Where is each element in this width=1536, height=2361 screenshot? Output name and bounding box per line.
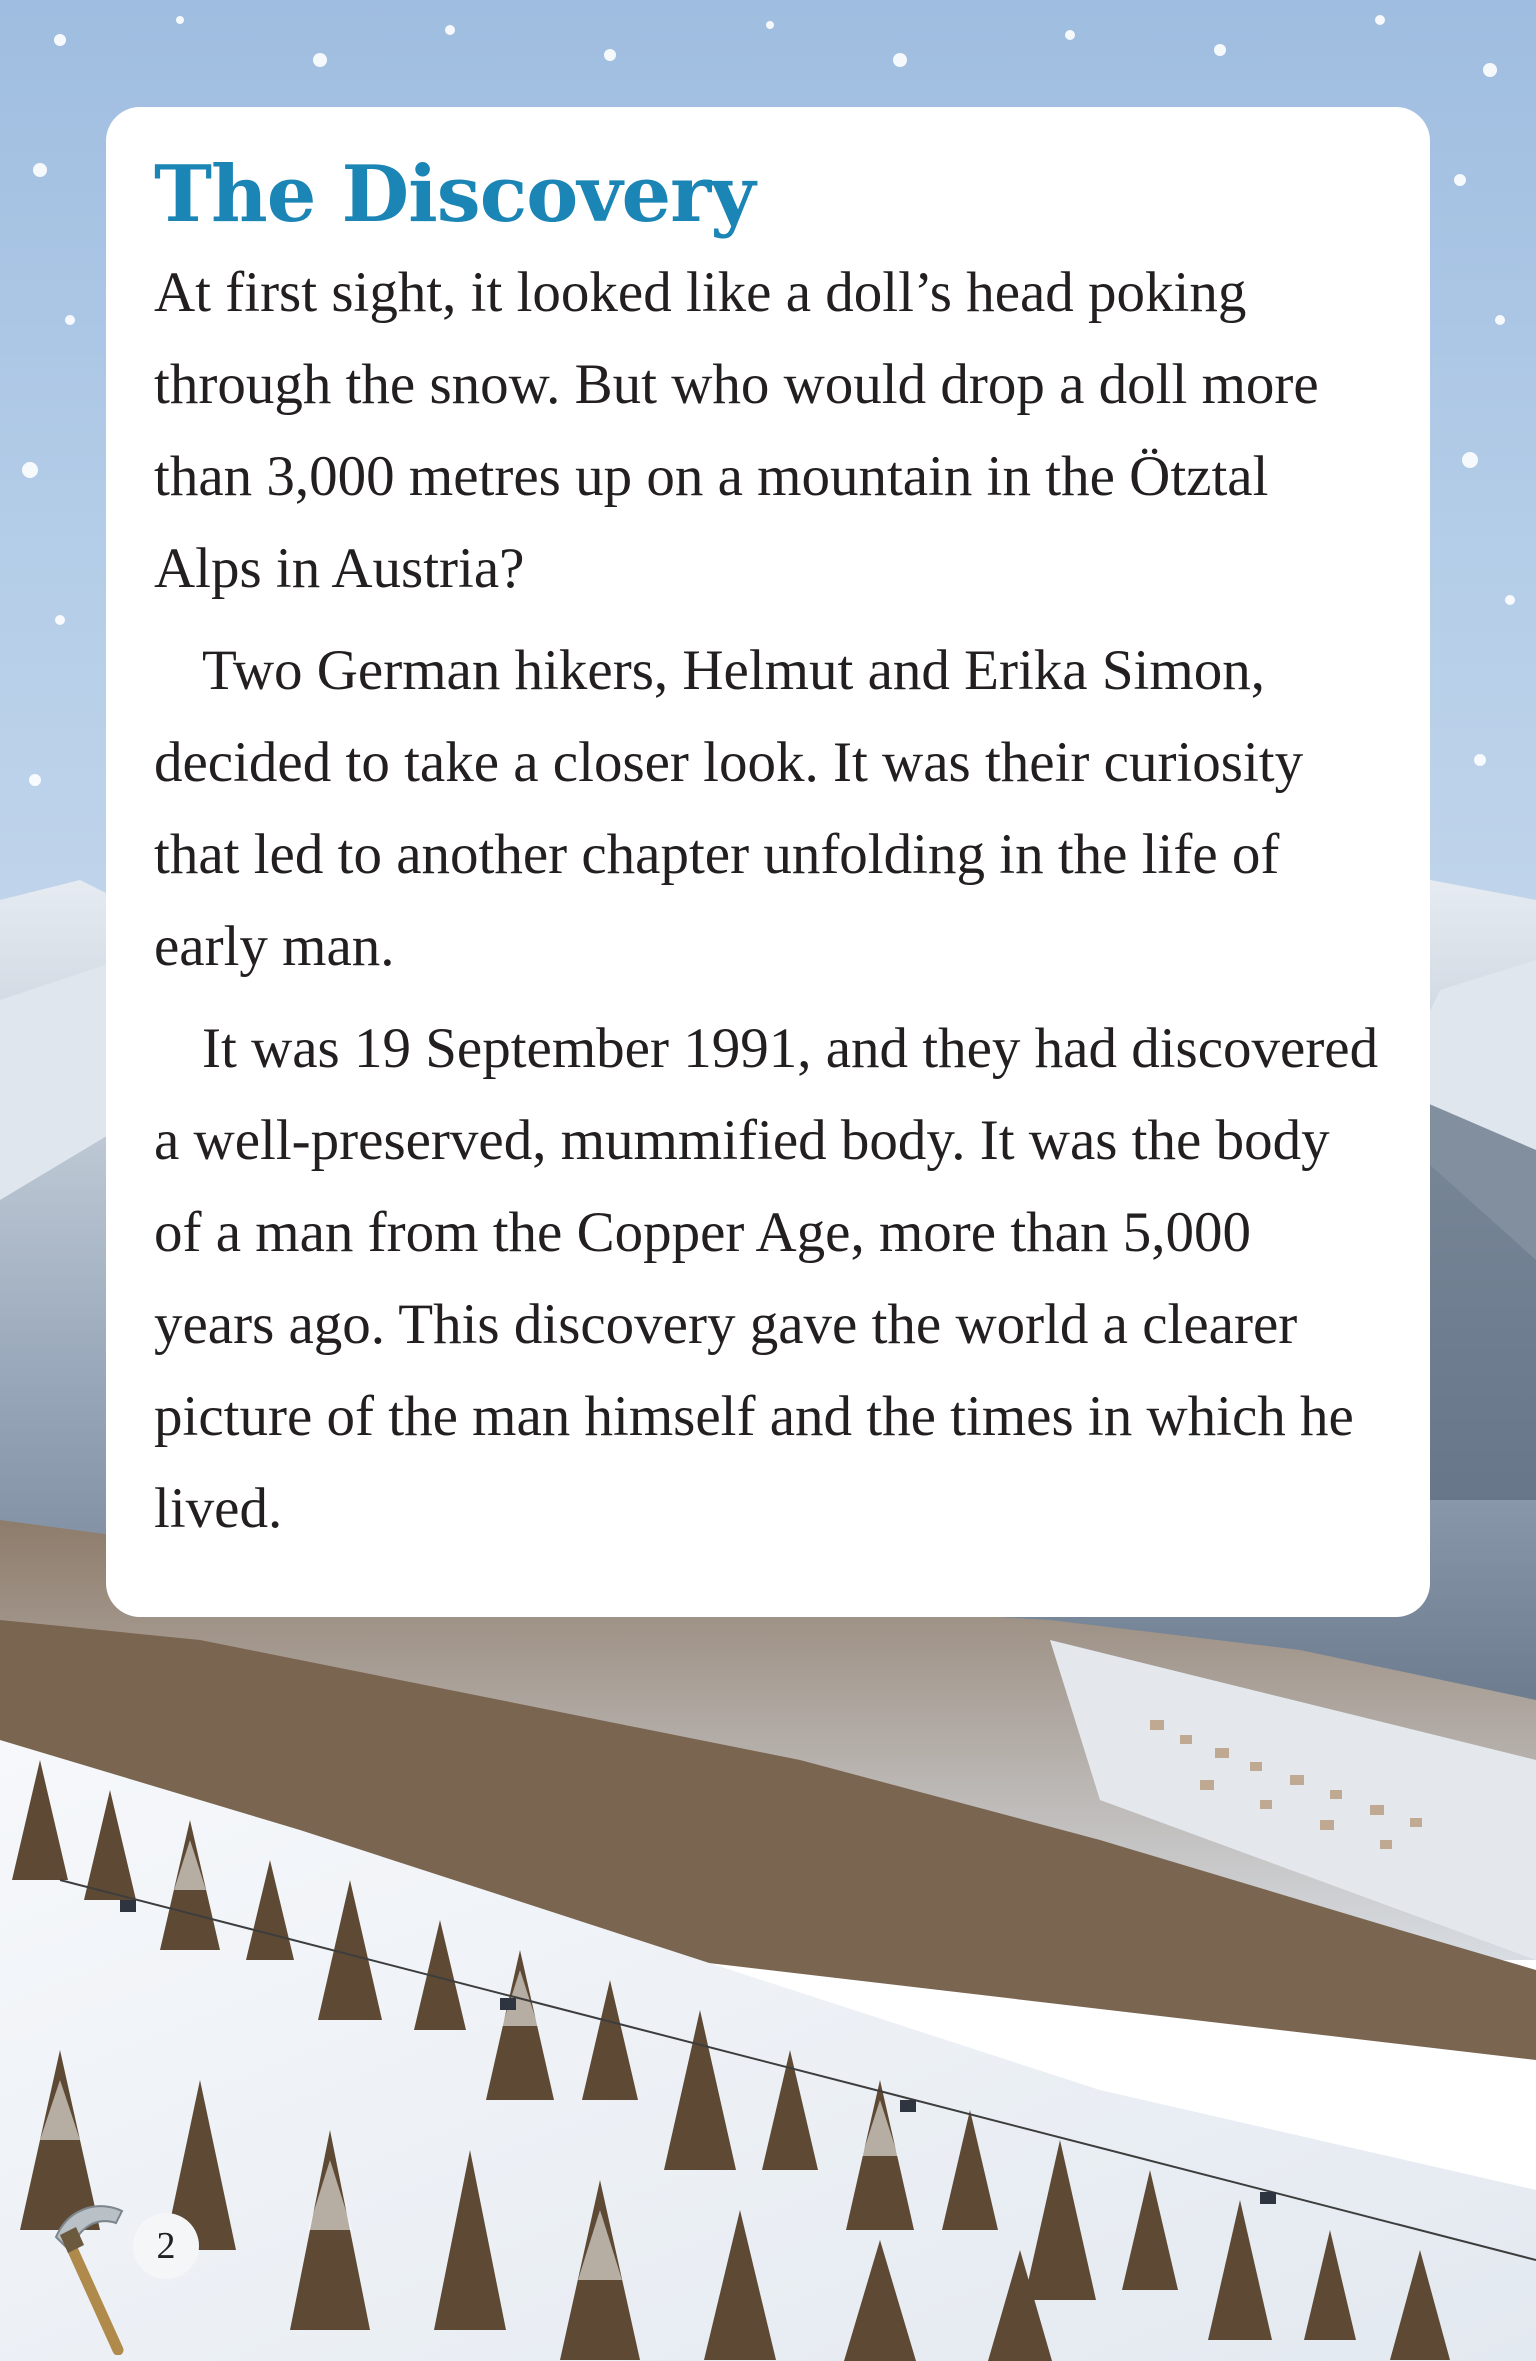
article-paragraph-1: At first sight, it looked like a doll’s head poking through the snow. But who would drop a doll more than 3,000 metres up on a mountain in the Ötztal Alps in Austria? [154, 261, 1319, 600]
article-paragraph-3: It was 19 September 1991, and they had discovered a well-preserved, mummified body. It was the body of a man from the Copper Age, more than 5,000 years ago. This discovery gave the world a clearer picture of the man himself and the times in which he lived. [154, 1017, 1379, 1540]
article-paragraph-2: Two German hikers, Helmut and Erika Simon, decided to take a closer look. It was their curiosity that led to another chapter unfolding in the life of early man. [154, 639, 1304, 978]
axe-icon [36, 2195, 146, 2355]
article-title: The Discovery [154, 149, 755, 240]
page-number: 2 [133, 2213, 199, 2279]
article-card [106, 107, 1430, 1617]
